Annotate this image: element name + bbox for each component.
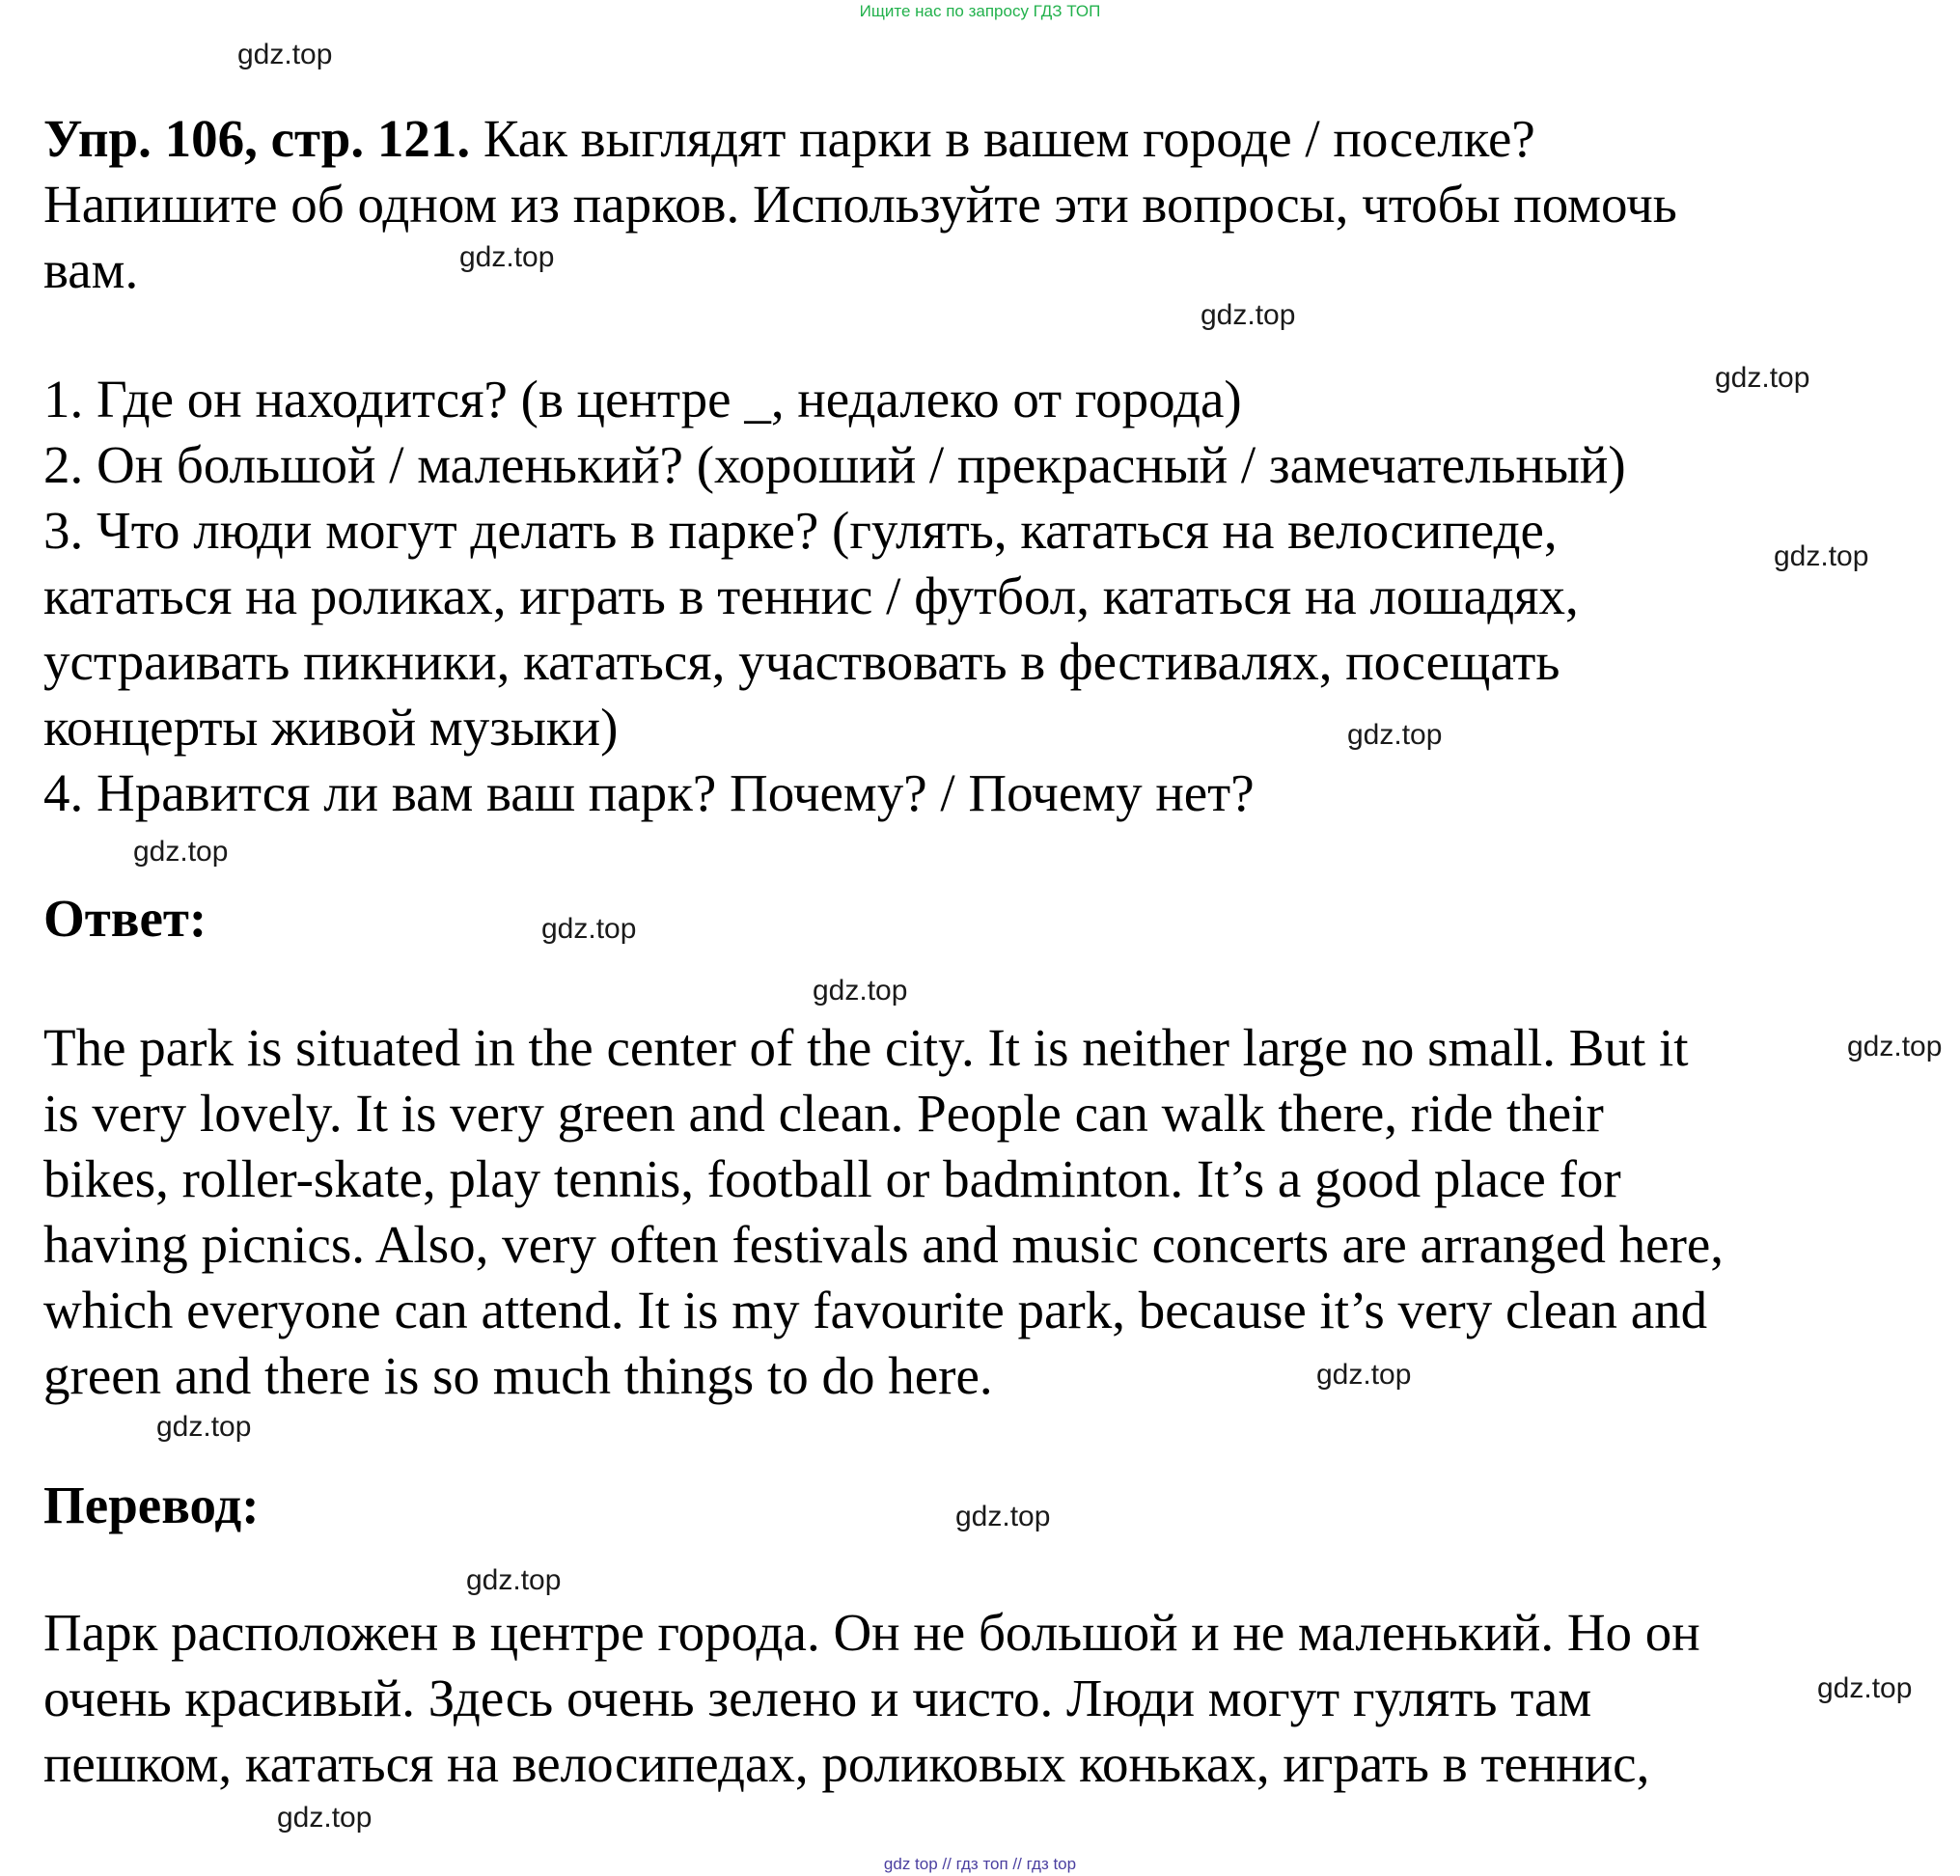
- watermark: gdz.top: [1715, 362, 1810, 394]
- question-line: кататься на роликах, играть в теннис / футбол, кататься на лошадях,: [43, 566, 1579, 625]
- answer-line: which everyone can attend. It is my favourite park, because it’s very clean and: [43, 1281, 1708, 1339]
- answer-line: having picnics. Also, very often festivals and music concerts are arranged here,: [43, 1215, 1725, 1274]
- watermark: gdz.top: [813, 975, 908, 1007]
- task-number: Упр. 106, стр. 121.: [43, 109, 471, 168]
- translation-line: Парк расположен в центре города. Он не большой и не маленький. Но он: [43, 1603, 1700, 1662]
- translation-text: [43, 1600, 1925, 1797]
- watermark: gdz.top: [1847, 1031, 1943, 1062]
- top-banner: Ищите нас по запросу ГДЗ ТОП: [859, 2, 1101, 20]
- watermark: gdz.top: [277, 1802, 373, 1834]
- footer-links: gdz top // гдз топ // гдз top: [883, 1855, 1077, 1873]
- watermark: gdz.top: [1316, 1359, 1412, 1391]
- answer-line: is very lovely. It is very green and clean. People can walk there, ride their: [43, 1084, 1604, 1143]
- task-line-2: Напишите об одном из парков. Используйте эти вопросы, чтобы помочь: [43, 175, 1677, 234]
- watermark: gdz.top: [1201, 299, 1296, 331]
- answer-heading: Ответ:: [43, 889, 207, 948]
- question-line: 3. Что люди могут делать в парке? (гулять, кататься на велосипеде,: [43, 501, 1558, 560]
- watermark: gdz.top: [466, 1564, 562, 1596]
- answer-text: [43, 1015, 1925, 1409]
- watermark: gdz.top: [955, 1501, 1051, 1532]
- task-line-3: вам.: [43, 240, 139, 299]
- question-line: 4. Нравится ли вам ваш парк? Почему? / Почему нет?: [43, 763, 1255, 822]
- translation-heading: Перевод:: [43, 1476, 260, 1534]
- watermark: gdz.top: [133, 836, 229, 868]
- watermark: gdz.top: [156, 1411, 252, 1443]
- translation-line: пешком, кататься на велосипедах, роликовых коньках, играть в теннис,: [43, 1734, 1650, 1793]
- question-line: устраивать пикники, кататься, участвовать в фестивалях, посещать: [43, 632, 1560, 691]
- answer-line: The park is situated in the center of the city. It is neither large no small. But it: [43, 1018, 1689, 1077]
- question-list: [43, 367, 1925, 826]
- watermark: gdz.top: [237, 39, 333, 70]
- answer-line: green and there is so much things to do here.: [43, 1346, 993, 1405]
- translation-line: очень красивый. Здесь очень зелено и чисто. Люди могут гулять там: [43, 1669, 1592, 1727]
- question-line: 1. Где он находится? (в центре _, недалеко от города): [43, 370, 1242, 428]
- watermark: gdz.top: [459, 241, 555, 273]
- watermark: gdz.top: [1774, 540, 1869, 572]
- answer-line: bikes, roller-skate, play tennis, football or badminton. It’s a good place for: [43, 1149, 1621, 1208]
- task-line-1: [43, 106, 1925, 172]
- question-line: 2. Он большой / маленький? (хороший / прекрасный / замечательный): [43, 435, 1626, 494]
- watermark: gdz.top: [1347, 719, 1443, 751]
- question-line: концерты живой музыки): [43, 698, 619, 757]
- watermark: gdz.top: [541, 913, 637, 945]
- watermark: gdz.top: [1817, 1672, 1913, 1704]
- task-statement: [43, 106, 1925, 303]
- task-text: Как выглядят парки в вашем городе / поселке?: [470, 109, 1535, 168]
